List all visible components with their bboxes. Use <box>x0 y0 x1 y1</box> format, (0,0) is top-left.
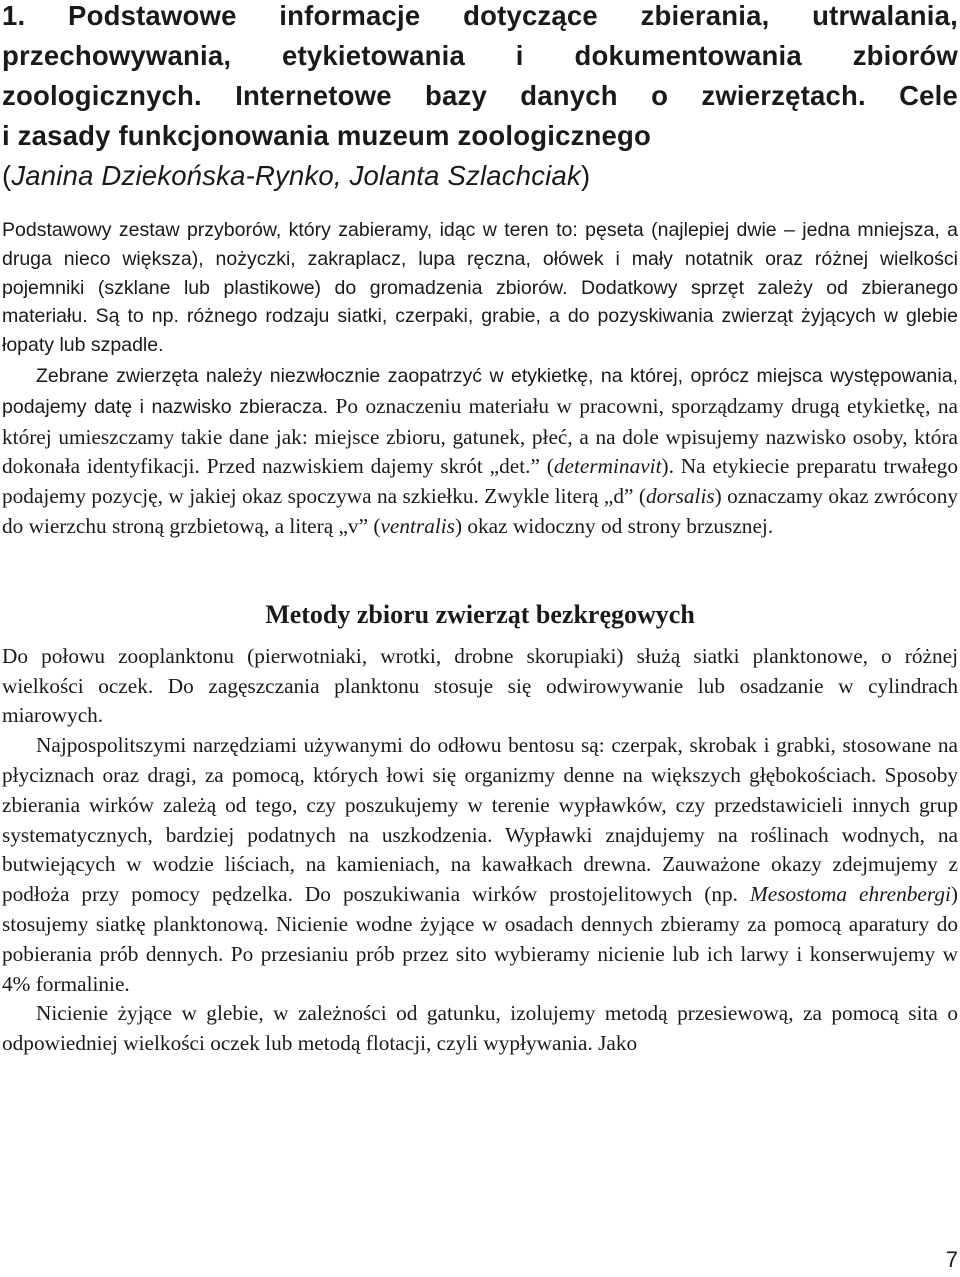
title-authors: (Janina Dziekońska-Rynko, Jolanta Szlachciak) <box>2 160 591 191</box>
title-line-1: 1. Podstawowe informacje dotyczące zbierania, utrwalania, <box>2 0 958 31</box>
intro-paragraph-1: Podstawowy zestaw przyborów, który zabieramy, idąc w teren to: pęseta (najlepiej dwie – jedna mniejsza, a druga nieco większa), nożyczki, zakraplacz, lupa ręczna, ołówek i mały notatnik oraz różnej wielkości pojemniki (szklane lub plastikowe) do gromadzenia zbiorów. Dodatkowy sprzęt zależy od zbieranego materiału. Są to np. różnego rodzaju siatki, czerpaki, grabie, a do pozyskiwania zwierząt żyjących w glebie łopaty lub szpadle. <box>2 219 958 357</box>
term-determinavit: determinavit <box>553 454 662 479</box>
term-dorsalis: dorsalis <box>646 484 715 509</box>
intro-paragraph-2: Zebrane zwierzęta należy niezwłocznie zaopatrzyć w etykietkę, na której, oprócz miejsca występowania, podajemy datę i nazwisko zbieracza. Po oznaczeniu materiału w pracowni, sporządzamy drugą etykietkę, na której umieszczamy takie dane jak: miejsce zbioru, gatunek, płeć, a na dole wpisujemy nazwisko osoby, która dokonała identyfikacji. Przed nazwiskiem dajemy skrót „det.” (determinavit). Na etykiecie preparatu trwałego podajemy pozycję, w jakiej okaz spoczywa na szkiełku. Zwykle literą „d” (dorsalis) oznaczamy okaz zwrócony do wierzchu stroną grzbietową, a literą „v” (ventralis) okaz widoczny od strony brzusznej. <box>2 364 958 538</box>
title-line-4: i zasady funkcjonowania muzeum zoologicznego <box>2 120 652 151</box>
title-line-3: zoologicznych. Internetowe bazy danych o zwierzętach. Cele <box>2 80 958 111</box>
title-line-2: przechowywania, etykietowania i dokumentowania zbiorów <box>2 40 958 71</box>
term-ventralis: ventralis <box>380 513 455 538</box>
page-number: 7 <box>945 1247 958 1272</box>
section-paragraph-1: Do połowu zooplanktonu (pierwotniaki, wrotki, drobne skorupiaki) służą siatki planktonowe, o różnej wielkości oczek. Do zagęszczania planktonu stosuje się odwirowywanie lub osadzanie w cylindrach miarowych. <box>2 643 958 728</box>
section-paragraph-2: Najpospolitszymi narzędziami używanymi do odłowu bentosu są: czerpak, skrobak i grabki, stosowane na płyciznach oraz dragi, za pomocą, których łowi się organizmy denne na większych głębokościach. Sposoby zbierania wirków zależą od tego, czy poszukujemy w terenie wypławków, czy przedstawicieli innych grup systematycznych, bardziej podatnych na uszkodzenia. Wypławki znajdujemy na roślinach wodnych, na butwiejących w wodzie liściach, na kamieniach, na kawałkach drewna. Zauważone okazy zdejmujemy z podłoża przy pomocy pędzelka. Do poszukiwania wirków prostojelitowych (np. Mesostoma ehrenbergi) stosujemy siatkę planktonową. Nicienie wodne żyjące w osadach dennych zbieramy za pomocą aparatury do pobierania prób dennych. Po przesianiu prób przez sito wybieramy nicienie lub ich larwy i konserwujemy w 4% formalinie. <box>2 733 958 996</box>
section-heading: Metody zbioru zwierząt bezkręgowych <box>265 599 695 629</box>
chapter-title <box>2 0 958 196</box>
authors-names: Janina Dziekońska-Rynko, Jolanta Szlachciak <box>11 160 581 191</box>
species-name: Mesostoma ehrenbergi <box>750 882 951 907</box>
section-paragraph-3: Nicienie żyjące w glebie, w zależności od gatunku, izolujemy metodą przesiewową, za pomocą sita o odpowiedniej wielkości oczek lub metodą flotacji, czyli wypływania. Jako <box>2 1001 958 1056</box>
intro-paragraph-2-sans: Zebrane zwierzęta należy niezwłocznie zaopatrzyć w etykietkę, na której, oprócz miejsca występowania, podajemy datę i nazwisko zbieracza. <box>2 364 958 418</box>
